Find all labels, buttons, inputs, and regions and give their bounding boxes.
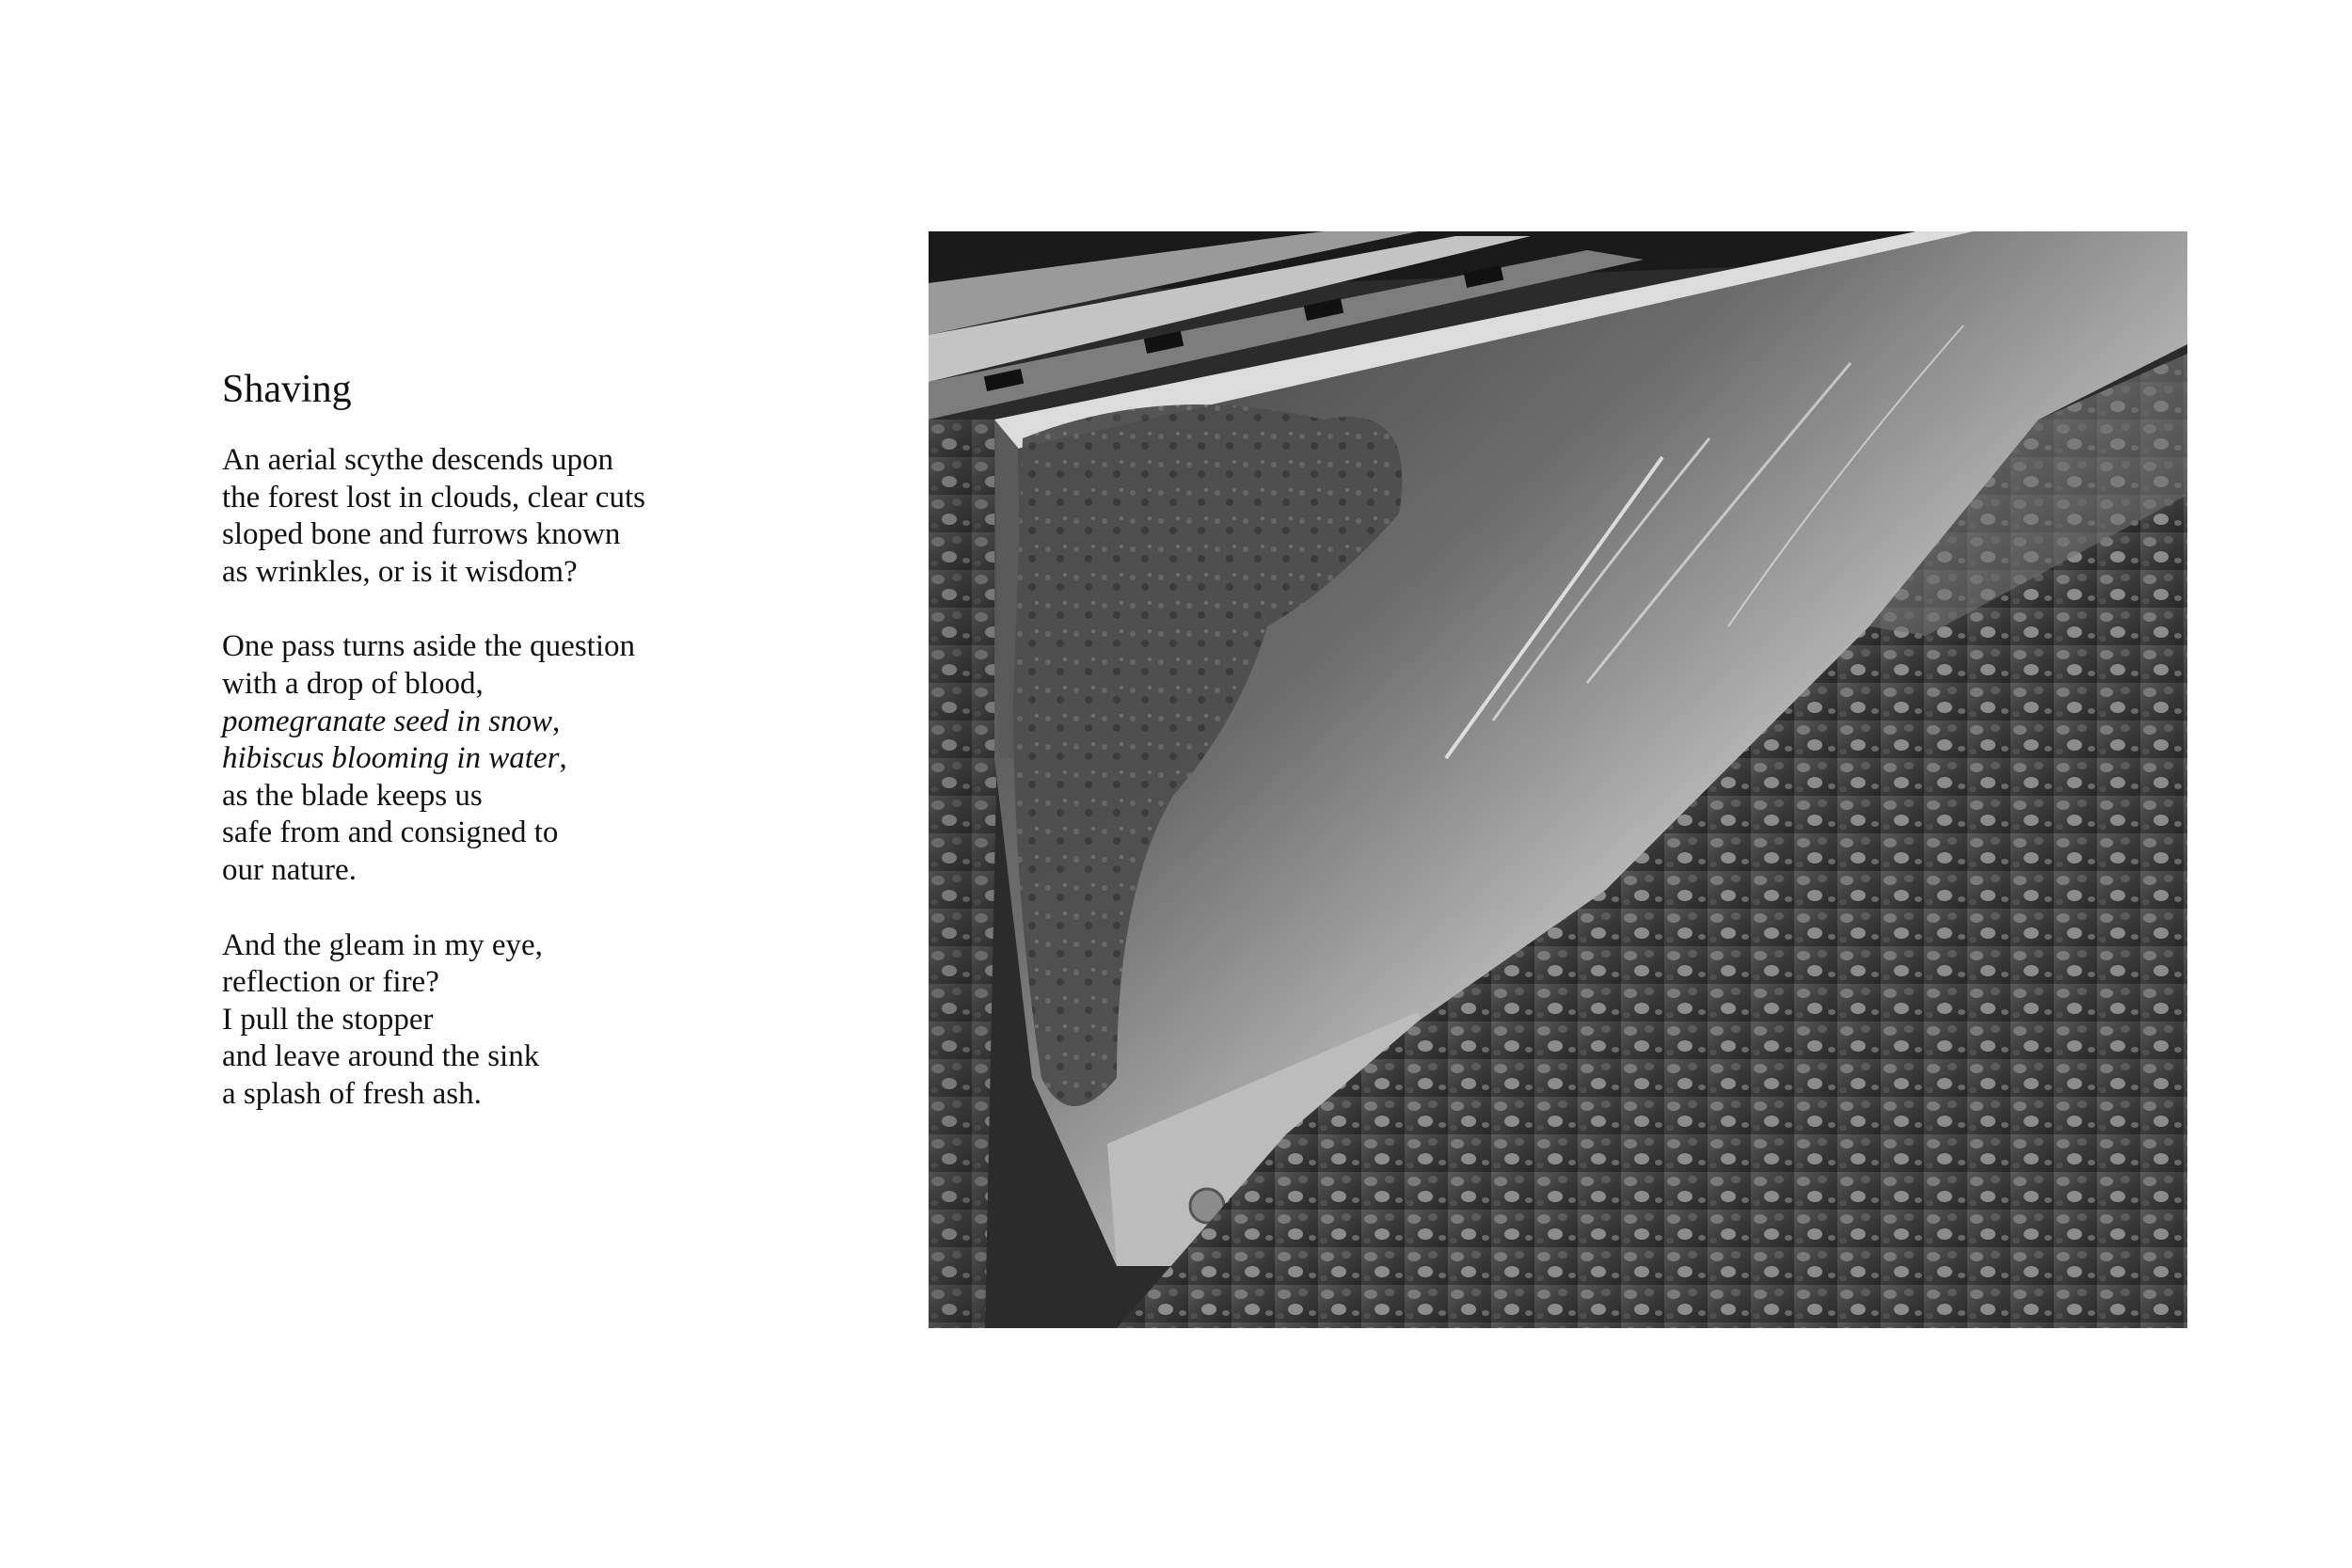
poem-line: our nature. — [222, 852, 357, 887]
stanza-3 — [222, 927, 824, 1114]
line-punctuation: , — [552, 704, 561, 738]
poem-line: And the gleam in my eye, — [222, 927, 543, 962]
bulldozer-blade-photo — [929, 231, 2187, 1328]
italic-phrase: pomegranate seed in snow — [222, 704, 553, 738]
poem-line: a splash of fresh ash. — [222, 1076, 482, 1111]
poem-line: the forest lost in clouds, clear cuts — [222, 480, 645, 515]
poem-line: An aerial scythe descends upon — [222, 443, 614, 477]
poem-line-italic — [222, 704, 824, 741]
photo-illustration — [929, 231, 2187, 1328]
poem-line: safe from and consigned to — [222, 816, 559, 850]
poem-title: Shaving — [222, 368, 352, 411]
line-punctuation: , — [559, 741, 567, 776]
poem-line-italic — [222, 740, 824, 778]
stanza-2 — [222, 628, 824, 889]
poem — [222, 365, 824, 1151]
poem-line: and leave around the sink — [222, 1039, 540, 1074]
poem-line: reflection or fire? — [222, 965, 439, 1000]
poem-line: as the blade keeps us — [222, 778, 483, 813]
poem-line: sloped bone and furrows known — [222, 517, 621, 552]
poem-line: One pass turns aside the question — [222, 629, 636, 664]
italic-phrase: hibiscus blooming in water — [222, 741, 560, 776]
stanza-1 — [222, 442, 824, 591]
poem-line: as wrinkles, or is it wisdom? — [222, 554, 578, 589]
poem-line: I pull the stopper — [222, 1002, 434, 1037]
poem-line: with a drop of blood, — [222, 666, 484, 701]
